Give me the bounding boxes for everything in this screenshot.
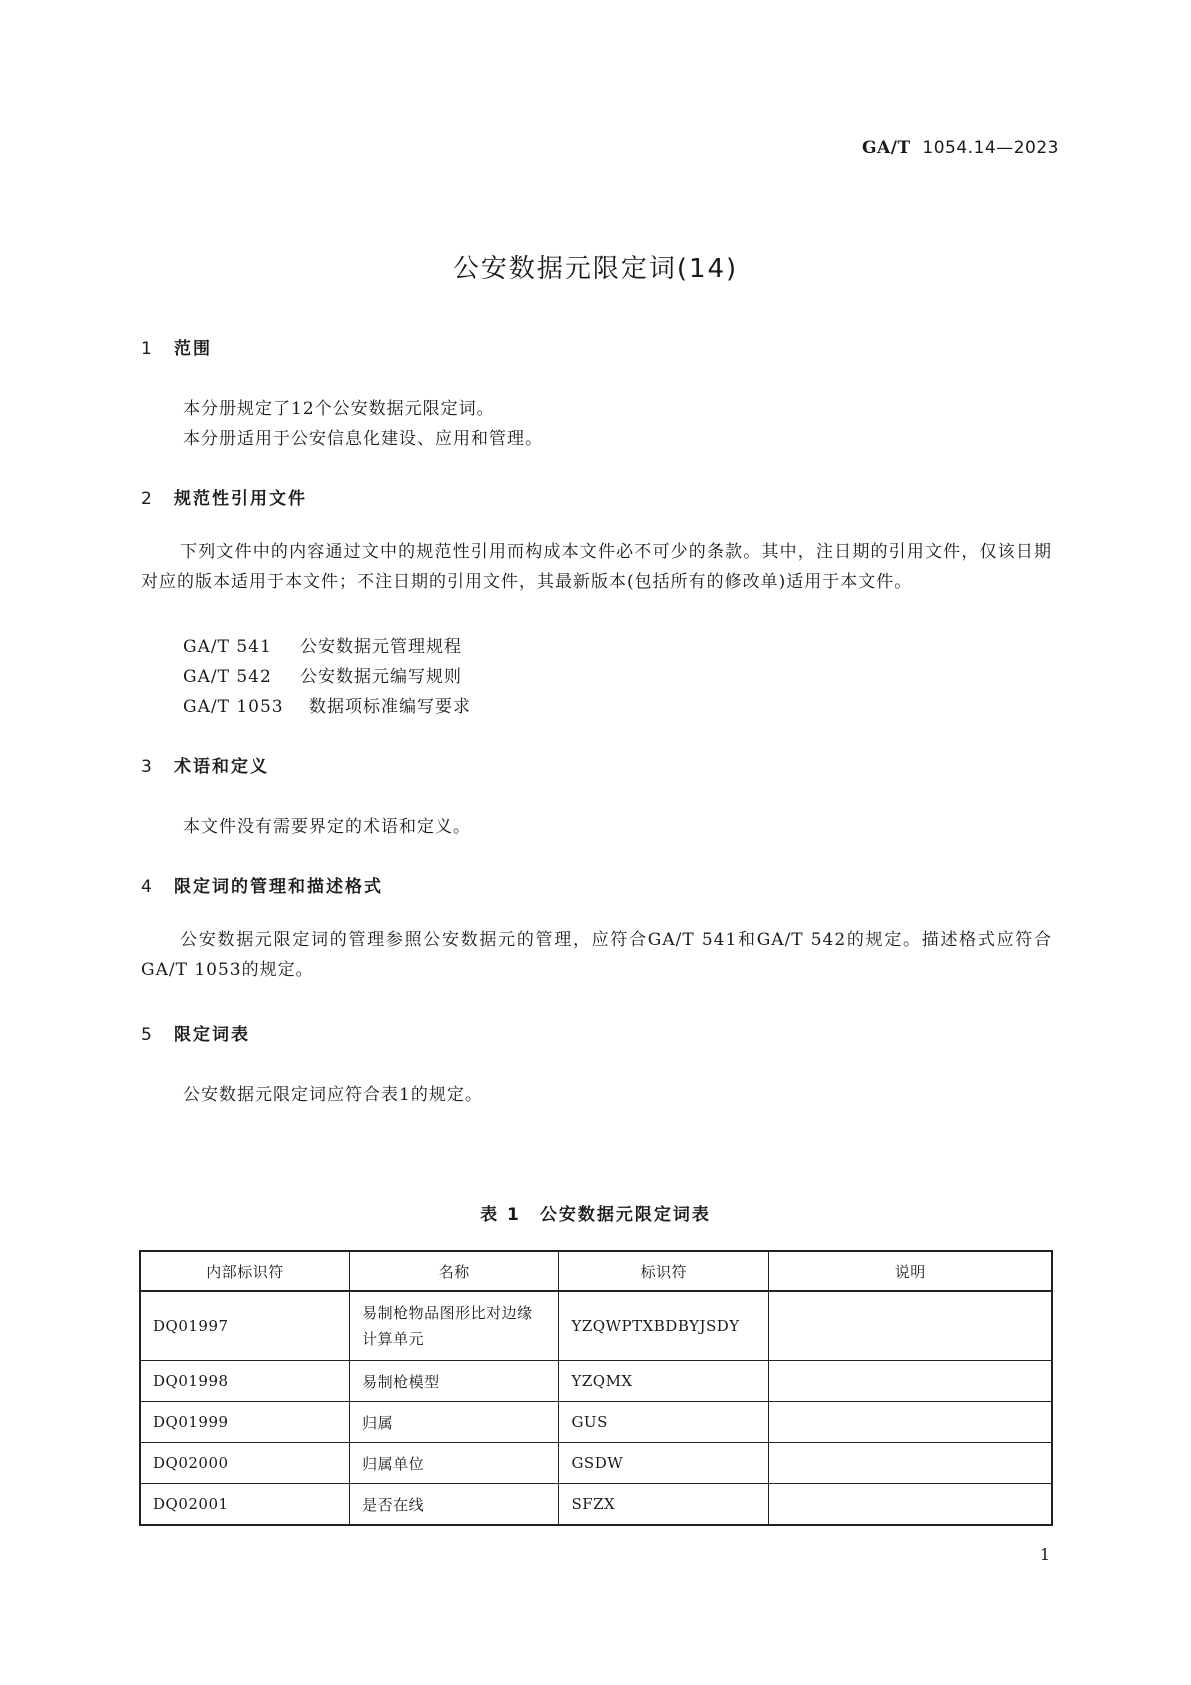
cell-internal-id: DQ01997 <box>140 1291 350 1361</box>
cell-internal-id: DQ02000 <box>140 1443 350 1484</box>
cell-identifier: YZQWPTXBDBYJSDY <box>559 1291 769 1361</box>
column-header-note: 说明 <box>769 1251 1052 1291</box>
column-header-identifier: 标识符 <box>559 1251 769 1291</box>
cell-note <box>769 1484 1052 1526</box>
section-title: 限定词表 <box>174 1025 250 1045</box>
cell-internal-id: DQ01999 <box>140 1402 350 1443</box>
page-number: 1 <box>1039 1545 1050 1564</box>
reference-item <box>183 632 462 657</box>
cell-identifier: SFZX <box>559 1484 769 1526</box>
cell-note <box>769 1291 1052 1361</box>
section-number: 5 <box>141 1025 154 1045</box>
cell-note <box>769 1443 1052 1484</box>
standard-number: 1054.14—2023 <box>922 138 1059 158</box>
section-number: 3 <box>141 757 154 777</box>
reference-item <box>183 692 471 717</box>
section-title: 范围 <box>174 339 212 359</box>
section-number: 2 <box>141 489 154 509</box>
table-row <box>140 1443 1052 1484</box>
management-text: 公安数据元限定词的管理参照公安数据元的管理，应符合GA/T 541和GA/T 542的规定。描述格式应符合GA/T 1053的规定。 <box>141 930 1052 980</box>
cell-name-line: 计算单元 <box>362 1330 425 1348</box>
reference-code: GA/T 541 <box>183 637 272 657</box>
reference-title: 公安数据元编写规则 <box>300 667 462 687</box>
cell-note <box>769 1361 1052 1402</box>
scope-paragraph-2: 本分册适用于公安信息化建设、应用和管理。 <box>183 429 543 449</box>
table-row <box>140 1484 1052 1526</box>
column-header-internal-id: 内部标识符 <box>140 1251 350 1291</box>
reference-code: GA/T 1053 <box>183 697 284 717</box>
terms-text: 本文件没有需要界定的术语和定义。 <box>183 817 471 837</box>
cell-internal-id: DQ01998 <box>140 1361 350 1402</box>
reference-item <box>183 662 462 687</box>
reference-title: 数据项标准编写要求 <box>309 697 471 717</box>
section-number: 1 <box>141 339 154 359</box>
table-section-text: 公安数据元限定词应符合表1的规定。 <box>183 1085 483 1105</box>
cell-name-line: 易制枪物品图形比对边缘 <box>362 1304 533 1322</box>
cell-name: 归属单位 <box>350 1443 559 1484</box>
cell-name: 是否在线 <box>350 1484 559 1526</box>
table-row <box>140 1361 1052 1402</box>
cell-identifier: YZQMX <box>559 1361 769 1402</box>
table-header-row <box>140 1251 1052 1291</box>
section-title: 限定词的管理和描述格式 <box>174 877 383 897</box>
scope-paragraph-1: 本分册规定了12个公安数据元限定词。 <box>183 399 495 419</box>
normative-intro: 下列文件中的内容通过文中的规范性引用而构成本文件必不可少的条款。其中，注日期的引用文件，仅该日期对应的版本适用于本文件；不注日期的引用文件，其最新版本(包括所有的修改单)适用于本文件。 <box>141 542 1052 592</box>
section-heading-terms <box>141 752 269 777</box>
section-title: 术语和定义 <box>174 757 269 777</box>
reference-title: 公安数据元管理规程 <box>300 637 462 657</box>
table-caption: 表 1 公安数据元限定词表 <box>480 1205 711 1225</box>
section-heading-table <box>141 1020 250 1045</box>
section-heading-normative <box>141 484 307 509</box>
column-header-name: 名称 <box>350 1251 559 1291</box>
table-row <box>140 1402 1052 1443</box>
cell-name: 归属 <box>350 1402 559 1443</box>
reference-code: GA/T 542 <box>183 667 272 687</box>
section-heading-management <box>141 872 383 897</box>
cell-note <box>769 1402 1052 1443</box>
table-row <box>140 1291 1052 1361</box>
cell-name <box>350 1291 559 1361</box>
standard-prefix: GA/T <box>862 138 911 158</box>
section-heading-scope <box>141 334 212 359</box>
cell-identifier: GSDW <box>559 1443 769 1484</box>
section-title: 规范性引用文件 <box>174 489 307 509</box>
cell-internal-id: DQ02001 <box>140 1484 350 1526</box>
standard-number-header <box>862 138 1059 158</box>
section-number: 4 <box>141 877 154 897</box>
document-title: 公安数据元限定词(14) <box>452 254 739 284</box>
cell-identifier: GUS <box>559 1402 769 1443</box>
qualifier-table <box>139 1250 1053 1526</box>
cell-name: 易制枪模型 <box>350 1361 559 1402</box>
